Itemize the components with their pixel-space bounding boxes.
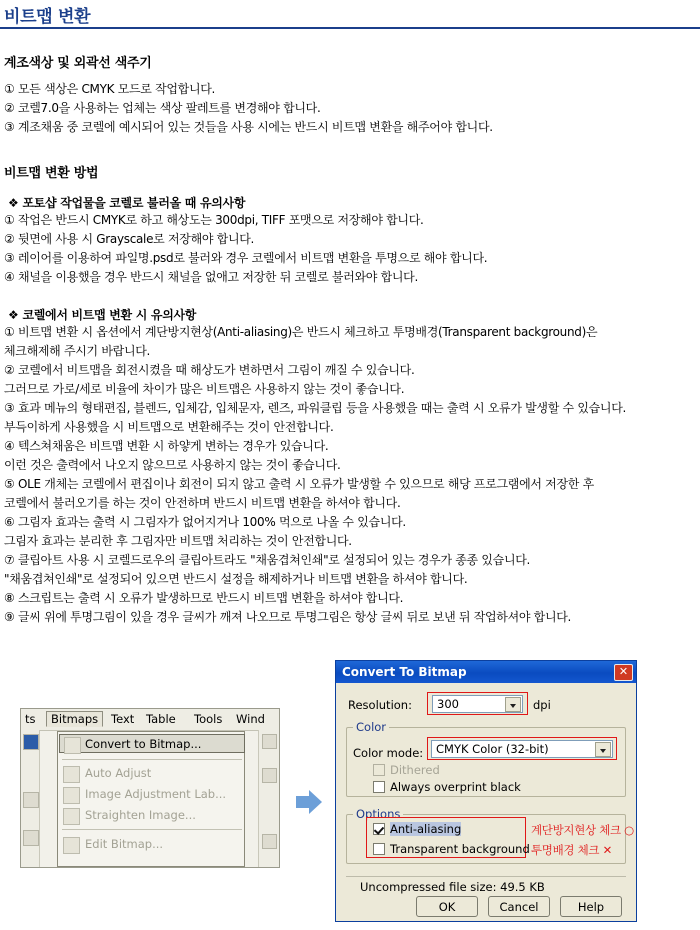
annotation-transparent-background: 투명배경 체크 ✕	[531, 843, 612, 857]
section-heading-1: 계조색상 및 외곽선 색주기	[4, 56, 152, 71]
dialog-titlebar	[336, 661, 636, 683]
cancel-button[interactable]: Cancel	[488, 896, 550, 917]
menu-item-label: Auto Adjust	[85, 766, 152, 780]
corel-toolbox-column	[21, 730, 40, 868]
ok-button[interactable]: OK	[416, 896, 478, 917]
menu-item-auto-adjust[interactable]	[59, 764, 245, 783]
transparent-background-checkbox[interactable]	[373, 843, 385, 855]
subsection-heading-2: ❖ 코렐에서 비트맵 변환 시 유의사항	[8, 308, 197, 322]
menu-item-text[interactable]: Text	[111, 712, 135, 726]
body-line: ② 코렐7.0을 사용하는 업체는 색상 팔레트를 변경해야 합니다.	[4, 101, 321, 115]
color-mode-value: CMYK Color (32-bit)	[436, 742, 549, 756]
image-adjustment-lab-icon	[63, 787, 80, 804]
body-line: ③ 계조채움 중 코렐에 예시되어 있는 것들을 사용 시에는 반드시 비트맵 변환을 해주어야 합니다.	[4, 120, 493, 134]
transparent-background-label: Transparent background	[390, 842, 530, 856]
body-line: "채움겹쳐인쇄"로 설정되어 있으면 반드시 설정을 해제하거나 비트맵 변환을 하셔야 합니다.	[4, 572, 468, 586]
edit-bitmap-icon	[63, 837, 80, 854]
chevron-down-icon[interactable]	[595, 742, 611, 757]
menu-item-ts[interactable]: ts	[25, 712, 36, 726]
anti-aliasing-checkbox[interactable]	[373, 823, 385, 835]
corel-right-column	[258, 730, 279, 868]
straighten-image-icon	[63, 808, 80, 825]
title-divider	[0, 27, 700, 29]
body-line: ① 작업은 반드시 CMYK로 하고 해상도는 300dpi, TIFF 포맷으로 저장해야 합니다.	[4, 213, 424, 227]
menu-divider	[62, 829, 242, 830]
menu-item-bitmaps[interactable]: Bitmaps	[46, 711, 103, 727]
resolution-label: Resolution:	[348, 698, 412, 712]
color-mode-label: Color mode:	[353, 746, 424, 760]
dithered-checkbox[interactable]	[373, 764, 385, 776]
resolution-combobox[interactable]	[432, 695, 523, 713]
auto-adjust-icon	[63, 766, 80, 783]
body-line: ③ 레이어를 이용하여 파일명.psd로 불러와 경우 코렐에서 비트맵 변환을 투명으로 해야 합니다.	[4, 251, 488, 265]
help-button[interactable]: Help	[560, 896, 622, 917]
body-line: 그림자 효과는 분리한 후 그림자만 비트맵 처리하는 것이 안전합니다.	[4, 534, 352, 548]
bullet-icon: ❖	[8, 196, 19, 210]
body-line: ② 뒷면에 사용 시 Grayscale로 저장해야 합니다.	[4, 232, 255, 246]
menu-item-table[interactable]: Table	[146, 712, 176, 726]
menu-item-edit-bitmap[interactable]	[59, 835, 245, 854]
menu-item-label: Convert to Bitmap...	[85, 737, 202, 751]
color-mode-combobox[interactable]	[431, 740, 613, 758]
body-line: ④ 텍스쳐채움은 비트맵 변환 시 하얗게 변하는 경우가 있습니다.	[4, 439, 329, 453]
lock-tool-icon[interactable]	[23, 792, 39, 808]
convert-to-bitmap-icon	[64, 737, 81, 754]
menu-item-straighten-image[interactable]	[59, 806, 245, 825]
convert-to-bitmap-dialog	[335, 660, 637, 922]
section-heading-2: 비트맵 변환 방법	[4, 166, 99, 181]
body-line: ② 코렐에서 비트맵을 회전시켰을 때 해상도가 변하면서 그림이 깨질 수 있습니다.	[4, 363, 415, 377]
corel-menu-screenshot	[20, 708, 280, 868]
menu-item-label: Straighten Image...	[85, 808, 196, 822]
bullet-icon: ❖	[8, 308, 19, 322]
page-title: 비트맵 변환	[4, 7, 91, 27]
bitmaps-dropdown-menu	[57, 731, 245, 867]
scroll-down-icon[interactable]	[262, 834, 277, 849]
subsection-heading-1: ❖ 포토샵 작업물을 코렐로 불러올 때 유의사항	[8, 196, 246, 210]
body-line: ③ 효과 메뉴의 형태편집, 블렌드, 입체감, 입체문자, 렌즈, 파워클립 등을 사용했을 때는 출력 시 오류가 발생할 수 있습니다.	[4, 401, 627, 415]
body-line: ⑥ 그림자 효과는 출력 시 그림자가 없어지거나 100% 먹으로 나올 수 있습니다.	[4, 515, 406, 529]
body-line: 코렐에서 불러오기를 하는 것이 안전하며 반드시 비트맵 변환을 하셔야 합니다.	[4, 496, 401, 510]
body-line: 그러므로 가로/세로 비율에 차이가 많은 비트맵은 사용하지 않는 것이 좋습니다.	[4, 382, 405, 396]
corel-menu-bar	[21, 709, 280, 731]
always-overprint-black-label: Always overprint black	[390, 780, 521, 794]
menu-item-window[interactable]: Wind	[236, 712, 265, 726]
close-icon[interactable]: ✕	[614, 664, 633, 681]
menu-item-convert-to-bitmap[interactable]	[59, 734, 245, 753]
body-line: 부득이하게 사용했을 시 비트맵으로 변환해주는 것이 안전합니다.	[4, 420, 334, 434]
resolution-unit-label: dpi	[533, 698, 551, 712]
anti-aliasing-label: Anti-aliasing	[390, 822, 462, 836]
pick-tool-icon[interactable]	[23, 734, 39, 750]
body-line: ⑤ OLE 개체는 코렐에서 편집이나 회전이 되지 않고 출력 시 오류가 발생할 수 있으므로 해당 프로그램에서 저장한 후	[4, 477, 594, 491]
body-line: ① 모든 색상은 CMYK 모드로 작업합니다.	[4, 82, 216, 96]
menu-divider	[62, 759, 242, 760]
file-size-text: Uncompressed file size: 49.5 KB	[360, 880, 545, 894]
menu-item-label: Image Adjustment Lab...	[85, 787, 227, 801]
body-line: 체크해제해 주시기 바랍니다.	[4, 344, 151, 358]
body-line: ⑧ 스크립트는 출력 시 오류가 발생하므로 반드시 비트맵 변환을 하셔야 합니다.	[4, 591, 404, 605]
resolution-value: 300	[437, 697, 459, 711]
dropdown-toggle-icon[interactable]	[262, 734, 277, 749]
menu-item-label: Edit Bitmap...	[85, 837, 164, 851]
chevron-down-icon[interactable]	[505, 697, 521, 712]
dialog-title-text: Convert To Bitmap	[342, 665, 467, 679]
scroll-up-icon[interactable]	[262, 768, 277, 783]
body-line: ⑨ 글씨 위에 투명그림이 있을 경우 글씨가 깨져 나오므로 투명그림은 항상 글씨 뒤로 보낸 뒤 작업하셔야 합니다.	[4, 610, 572, 624]
menu-item-tools[interactable]: Tools	[194, 712, 223, 726]
tool-icon[interactable]	[23, 830, 39, 846]
body-line: ⑦ 클립아트 사용 시 코렐드로우의 클립아트라도 "채움겹쳐인쇄"로 설정되어 있는 경우가 종종 있습니다.	[4, 553, 531, 567]
dialog-divider	[346, 876, 626, 877]
body-line: ① 비트맵 변환 시 옵션에서 계단방지현상(Anti-aliasing)은 반드시 체크하고 투명배경(Transparent background)은	[4, 325, 598, 339]
always-overprint-black-checkbox[interactable]	[373, 781, 385, 793]
menu-item-image-adjustment-lab[interactable]	[59, 785, 245, 804]
color-group-caption: Color	[353, 720, 389, 734]
body-line: ④ 채널을 이용했을 경우 반드시 채널을 없애고 저장한 뒤 코렐로 불러와야 합니다.	[4, 270, 418, 284]
annotation-anti-aliasing: 계단방지현상 체크 ○	[531, 823, 634, 837]
dithered-label: Dithered	[390, 763, 440, 777]
body-line: 이런 것은 출력에서 나오지 않으므로 사용하지 않는 것이 좋습니다.	[4, 458, 341, 472]
options-group-caption: Options	[353, 807, 403, 821]
